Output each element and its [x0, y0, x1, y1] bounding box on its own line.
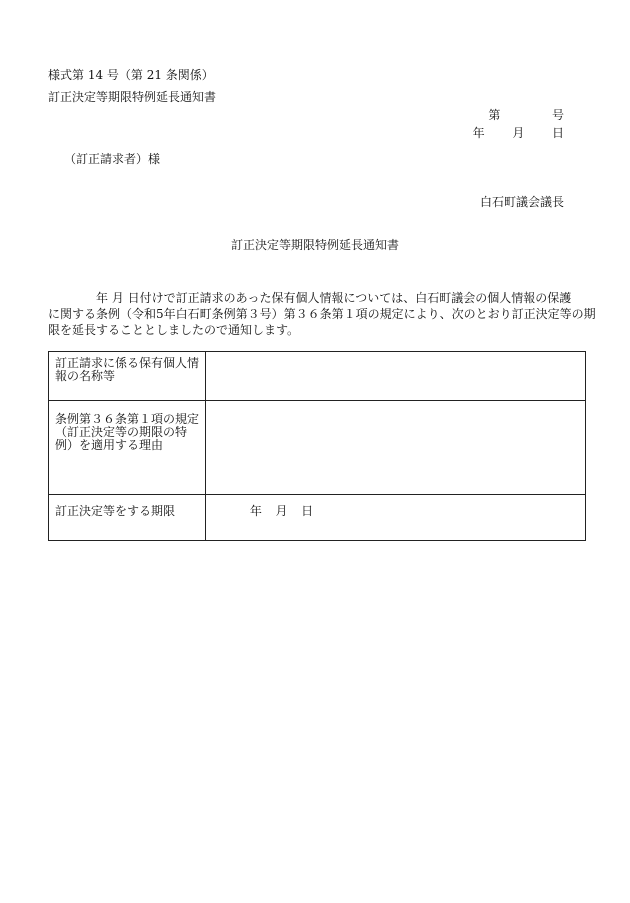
body-line-3: 限を延長することとしましたので通知します。	[48, 323, 300, 337]
info-name-value	[206, 352, 586, 401]
body-line-1: 年 月 日付けで訂正請求のあった保有個人情報については、白石町議会の個人情報の保護	[96, 291, 572, 305]
recipient-line: （訂正請求者）様	[64, 152, 161, 166]
deadline-day: 日	[301, 504, 314, 518]
info-name-label: 訂正請求に係る保有個人情報の名称等	[49, 352, 206, 401]
table-row-reason	[49, 401, 586, 495]
deadline-month: 月	[275, 504, 288, 518]
sender-name: 白石町議会議長	[479, 195, 564, 209]
issue-date-line	[473, 126, 564, 140]
date-day: 日	[551, 126, 564, 140]
reason-value	[206, 401, 586, 495]
deadline-value	[206, 495, 586, 541]
document-header-title: 訂正決定等期限特例延長通知書	[48, 90, 217, 104]
form-number-label: 様式第 14 号（第 21 条関係）	[48, 68, 214, 82]
body-paragraph	[48, 290, 596, 338]
reason-label: 条例第３６条第１項の規定（訂正決定等の期限の特 例）を適用する理由	[49, 401, 206, 495]
main-title: 訂正決定等期限特例延長通知書	[230, 238, 399, 252]
document-number-line	[488, 108, 564, 122]
deadline-label: 訂正決定等をする期限	[49, 495, 206, 541]
body-line-2: に関する条例（令和5年白石町条例第３号）第３６条第１項の規定により、次のとおり訂正決定等の期	[48, 307, 596, 321]
number-suffix: 号	[551, 108, 564, 122]
table-row-deadline	[49, 495, 586, 541]
details-table	[48, 351, 586, 541]
date-month: 月	[512, 126, 525, 140]
table-row-info-name	[49, 352, 586, 401]
date-year: 年	[472, 126, 485, 140]
deadline-year: 年	[249, 504, 262, 518]
number-prefix: 第	[488, 108, 501, 122]
